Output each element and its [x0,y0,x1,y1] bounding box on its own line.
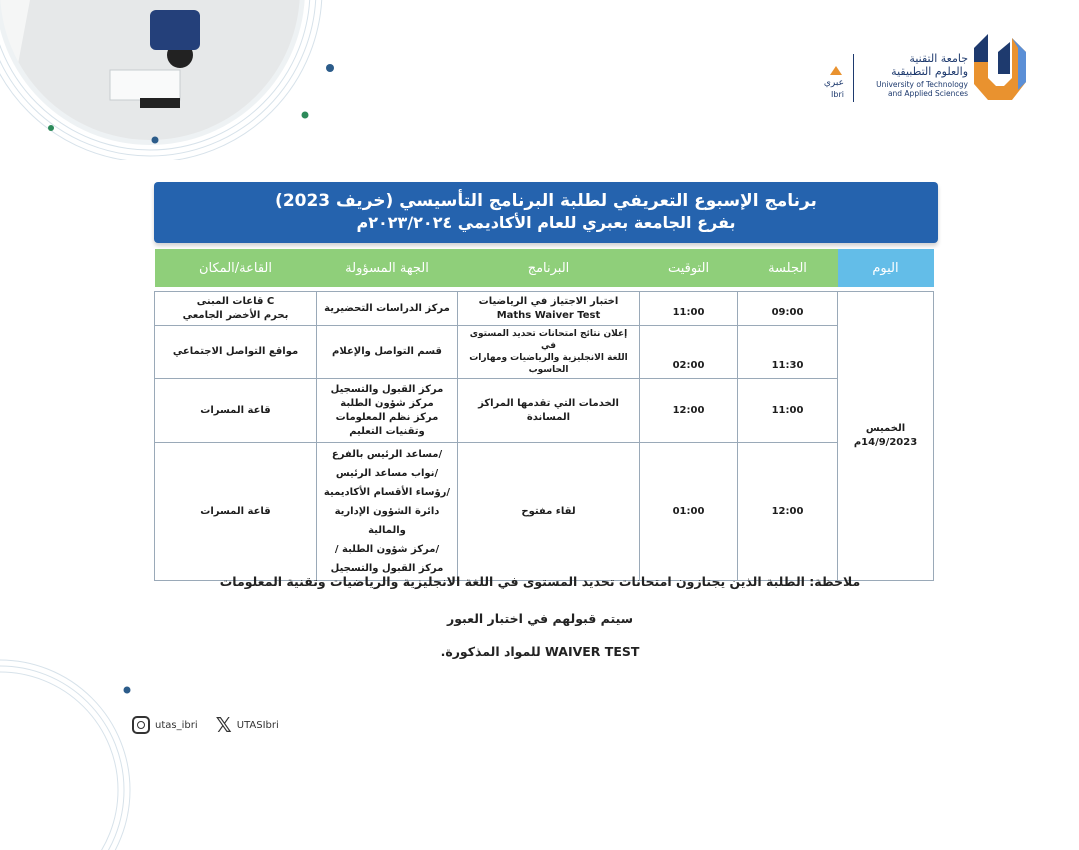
responsible-cell: مركز القبول والتسجيل مركز شؤون الطلبة مركز نظم المعلومات وتقنيات التعليم [317,379,458,443]
banner-title: برنامج الإسبوع التعريفي لطلبة البرنامج التأسيسي (خريف 2023) [275,191,817,211]
table-row [155,379,934,443]
time-cell: 11:00 [640,292,738,326]
table-row [155,443,934,581]
table-row [155,326,934,379]
note-line-3: WAIVER TEST للمواد المذكورة. [440,644,640,659]
header-session: الجلسة [738,249,838,287]
session-cell: 09:00 [738,292,838,326]
instagram-icon [132,716,150,734]
responsible-cell: قسم التواصل والإعلام [317,326,458,379]
note-text [200,574,880,659]
university-name-english: University of Technology and Applied Sciences [876,80,968,98]
note-line-2: سيتم قبولهم في اختبار العبور [447,611,633,626]
venue-cell: قاعة المسرات [155,379,317,443]
decorative-circle-bottom [0,650,200,850]
header-day: اليوم [838,249,934,287]
banner-subtitle: بفرع الجامعة بعبري للعام الأكاديمي ٢٠٢٣/٢٠٢٤م [356,213,736,232]
table-row [155,292,934,326]
time-cell: 02:00 [640,326,738,379]
session-cell: 11:30 [738,326,838,379]
branch-name-english: Ibri [831,90,844,99]
responsible-cell: /مساعد الرئيس بالفرع /نواب مساعد الرئيس /رؤساء الأقسام الأكاديمية دائرة الشؤون الإدارية والمالية /مركز شؤون الطلبة / مركز القبول والتسجيل [317,443,458,581]
instagram-handle: utas_ibri [155,719,198,731]
header-program: البرنامج [458,249,640,287]
program-cell: إعلان نتائج امتحانات تحديد المستوى في اللغة الانجليزية والرياضيات ومهارات الحاسوب [458,326,640,379]
header-responsible: الجهة المسؤولة [317,249,458,287]
instagram-link[interactable] [132,716,198,734]
x-icon: 𝕏 [215,713,232,737]
time-cell: 01:00 [640,443,738,581]
program-cell: اختبار الاجتياز في الرياضيات Maths Waiver Test [458,292,640,326]
schedule-table [154,249,934,581]
program-cell: لقاء مفتوح [458,443,640,581]
logo-divider [853,54,854,102]
program-cell: الخدمات التي تقدمها المراكز المساندة [458,379,640,443]
university-logo [823,34,1026,104]
time-cell: 12:00 [640,379,738,443]
branch-triangle-icon [830,66,842,75]
session-cell: 11:00 [738,379,838,443]
title-banner [154,182,938,243]
branch-name-arabic: عبري [823,78,844,88]
venue-cell: مواقع التواصل الاجتماعي [155,326,317,379]
x-handle: UTASIbri [236,719,279,731]
venue-cell: C قاعات المبنى بحرم الأخضر الجامعي [155,292,317,326]
university-name-arabic: جامعة التقنية والعلوم التطبيقية [891,52,968,78]
venue-cell: قاعة المسرات [155,443,317,581]
header-venue: القاعة/المكان [155,249,317,287]
day-cell: الخميس 14/9/2023م [838,292,934,581]
responsible-cell: مركز الدراسات التحضيرية [317,292,458,326]
decorative-photo-circle [0,0,340,160]
x-link[interactable] [215,713,279,737]
session-cell: 12:00 [738,443,838,581]
header-time: التوقيت [640,249,738,287]
social-footer [132,712,297,738]
utas-logo-icon [974,34,1026,102]
note-line-1: ملاحظة: الطلبة الذين يجتازون امتحانات تحديد المستوى في اللغة الانجليزية والرياضيات وتقنية المعلومات [219,574,861,589]
